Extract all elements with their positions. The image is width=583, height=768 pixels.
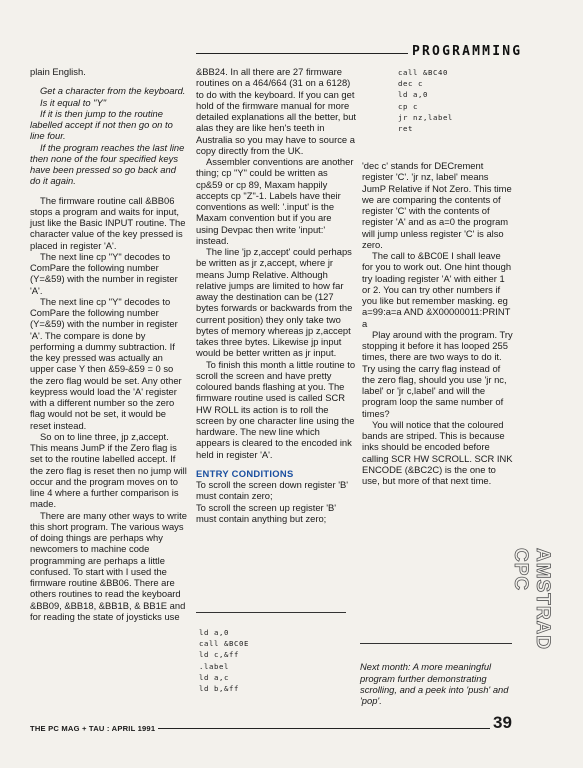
- paragraph: You will notice that the coloured bands are striped. This is because inks should be encoded before calling SCR HW SCROLL. SCR INK ENCODE (&BC2C) is the one to use, but more of that next time.: [362, 418, 513, 486]
- paragraph: The call to &BC0E I shall leave for you to work out. One hint though try loading register 'A' with either 1 or 2. You can try other numbers if you like but remember masking. eg a=99:a=a AND &X00000011:PRINT a: [362, 250, 512, 329]
- paragraph: There are many other ways to write this short program. The various ways of doing things are perhaps why newcomers to machine code programming are perhaps a little confused. To start with I used the firmware routine &BB06. There are others routines to read the keyboard &BB09, &BB18, &BB1B, & BB1E and for reading the state of joysticks use: [30, 509, 187, 622]
- paragraph: The firmware routine call &BB06 stops a program and waits for input, just like the Basic INPUT routine. The character value of the key pressed is placed in register 'A'.: [30, 194, 186, 251]
- paragraph: The line 'jp z,accept' could perhaps be written as jr z,accept, where jr means Jump Relative. Although relative jumps are limited to how far away the destination can be (127 bytes forwards or backwards from the current position) they only take two bytes of memory whereas jp z,accept takes three bytes. Likewise jp input would be better written as jr input.: [196, 246, 353, 359]
- code-listing-bottom: ld a,0 call &BC0E ld c,&ff .label ld a,c ld b,&ff: [199, 628, 249, 694]
- footer-magazine: THE PC MAG + TAU : APRIL 1991: [30, 724, 158, 733]
- divider: [196, 612, 346, 613]
- paragraph: 'dec c' stands for DECrement register 'C'. 'jr nz, label' means JumP Relative if Not Zero. This time we are comparing the contents of register 'C' with the contents of register 'A' and as a=0 the program will jump unless register 'C' is also zero.: [362, 160, 512, 250]
- paragraph: plain English.: [30, 66, 86, 77]
- paragraph: &BB24. In all there are 27 firmware routines on a 464/664 (31 on a 6128) to do with the keyboard. If you can get hold of the firmware manual for more detailed explanations all the better, but alas they are like hen's teeth in Australia so you may have to source a copy directly from the UK.: [196, 66, 357, 156]
- paragraph: So on to line three, jp z,accept. This means JumP if the Zero flag is set to the routine labelled accept. If the zero flag is reset then no jump will occur and the program moves on to line 4 where a further comparison is made.: [30, 430, 187, 510]
- column-left: [30, 66, 188, 622]
- side-label: AMSTRAD CPC: [510, 548, 553, 650]
- paragraph: Play around with the program. Try stopping it before it has looped 255 times, there are two ways to do it. Try using the carry flag instead of the zero flag, should you use 'jr nc, label' or 'jr c,label' and will the program loop the same number of times?: [362, 328, 513, 419]
- entry-conditions-heading: ENTRY CONDITIONS: [196, 467, 294, 479]
- header-rule: [196, 53, 408, 54]
- paragraph: The next line cp "Y" decodes to ComPare the following number (Y=&59) with the number in register 'A'. The compare is done by performing a dummy subtraction. If the key pressed was actually an upper case Y then &59-&59 = 0 so the zero flag would be set. Any other keypress would load the 'A' register with a different number so the zero flag would not be set, it would be reset instead.: [30, 295, 182, 431]
- section-title: PROGRAMMING: [412, 44, 523, 59]
- paragraph: To scroll the screen down register 'B' must contain zero;: [196, 479, 349, 502]
- paragraph: Assembler conventions are another thing; cp "Y" could be written as cp&59 or cp 89, Maxam happily accepts cp "Z"-1. Labels have their conventions as well: '.input' is the Maxam convention but if you are using Devpac then write 'input:' instead.: [196, 156, 354, 246]
- column-right: [362, 160, 514, 486]
- step-text: Is it equal to "Y": [40, 96, 107, 108]
- step-text: If the program reaches the last line then none of the four specified keys have been pressed so go back and do it again.: [30, 141, 185, 187]
- paragraph: To finish this month a little routine to scroll the screen and have pretty coloured bands flashing at you. The firmware routine used is called SCR HW ROLL its action is to roll the screen by one character line using the hardware. The new line which appears is cleared to the encoded ink held in register 'A'.: [196, 358, 356, 460]
- page-number: 39: [490, 713, 512, 733]
- column-middle: [196, 66, 356, 524]
- code-listing-top: call &BC40 dec c ld a,0 cp c jr nz,label ret: [398, 68, 453, 134]
- divider: [360, 643, 512, 644]
- next-month-teaser: Next month: A more meaningful program further demonstrating scrolling, and a peek into 'push' and 'pop'.: [360, 661, 509, 707]
- paragraph: To scroll the screen up register 'B' must contain anything but zero;: [196, 501, 337, 524]
- paragraph: The next line cp "Y" decodes to ComPare the following number (Y=&59) with the number in register 'A'.: [30, 250, 178, 296]
- step-text: Get a character from the keyboard.: [40, 85, 186, 97]
- step-text: If it is then jump to the routine labelled accept if not then go on to line four.: [30, 107, 173, 142]
